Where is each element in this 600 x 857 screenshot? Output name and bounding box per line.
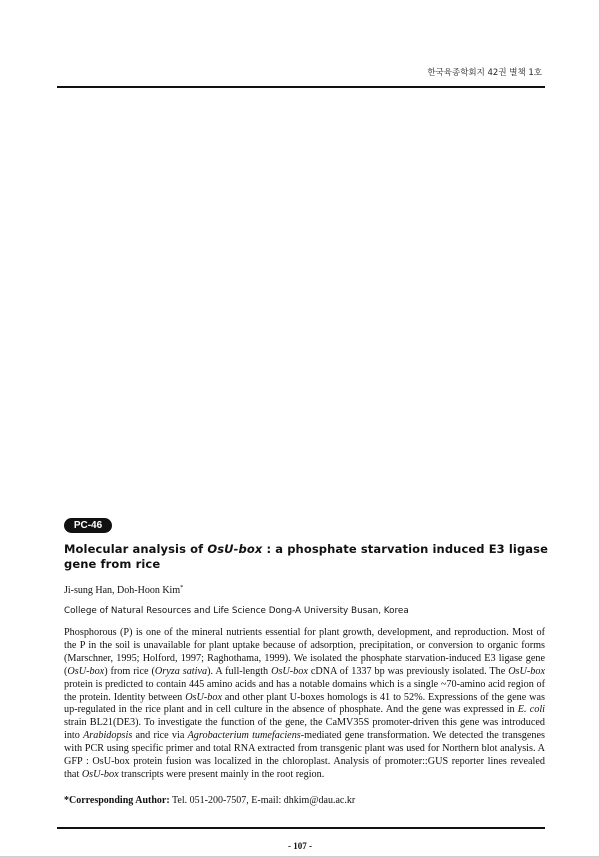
abstract-text-segment: and other plant U-boxes homologs is 41 to 52%. Expressions of the gene was up-regulated in the rice plant and in cell culture in the absence of phosphate. And the gene was expressed in	[64, 691, 545, 716]
corresponding-author-contact: Tel. 051-200-7507, E-mail: dhkim@dau.ac.kr	[169, 795, 356, 806]
abstract-text-segment: -mediated gene transformation. We detected the transgenes with PCR using specific primer and total RNA extracted from transgenic plant was used for Northern blot analysis. A GFP : OsU-box protein fusion was localized in the chloroplast. Analysis of promoter::GUS reporter lines revealed that	[64, 730, 545, 780]
abstract-italic-term: OsU-box	[508, 665, 545, 677]
abstract-text-segment: ). A full-length	[207, 665, 272, 677]
author-list	[64, 584, 183, 596]
abstract-text-segment: cDNA of 1337 bp was previously isolated. The	[307, 665, 509, 677]
header-rule	[57, 86, 545, 88]
abstract-italic-term: Agrobacterium tumefaciens	[187, 730, 301, 742]
abstract-italic-term: E. coli	[517, 704, 546, 716]
paper-code-badge: PC-46	[64, 518, 112, 533]
author-names: Ji-sung Han, Doh-Hoon Kim	[64, 585, 181, 596]
abstract-italic-term: Oryza sativa	[154, 665, 208, 677]
abstract-italic-term: Arabidopsis	[83, 730, 133, 742]
title-part-2: : a phosphate starvation induced E3 ligase gene from rice	[64, 542, 549, 571]
abstract-italic-term: OsU-box	[185, 691, 222, 703]
page-number: - 107 -	[288, 841, 312, 851]
abstract-italic-term: OsU-box	[271, 665, 308, 677]
corresponding-author-info	[64, 795, 355, 806]
title-part-1: Molecular analysis of	[64, 542, 208, 556]
corresponding-author-mark: *	[180, 584, 184, 591]
running-head-journal: 한국육종학회지 42권 별책 1호	[427, 68, 542, 78]
author-affiliation: College of Natural Resources and Life Science Dong-A University Busan, Korea	[64, 606, 409, 616]
abstract-body	[64, 627, 545, 782]
abstract-text-segment: ) from rice (	[104, 665, 155, 677]
abstract-text-segment: strain BL21(DE3). To investigate the function of the gene, the CaMV35S promoter-driven this gene was introduced into	[64, 717, 545, 742]
abstract-italic-term: OsU-box	[81, 768, 119, 780]
abstract-text-segment: and rice via	[132, 730, 188, 742]
abstract-italic-term: OsU-box	[67, 665, 105, 677]
footer-rule	[57, 827, 545, 829]
corresponding-author-label: *Corresponding Author:	[64, 795, 170, 806]
abstract-text-segment: protein is predicted to contain 445 amino acids and has a notable domains which is a single ~70-amino acid region of the protein. Identity between	[64, 678, 545, 703]
abstract-text-segment: transcripts were present mainly in the root region.	[118, 768, 325, 780]
abstract-text-segment: Phosphorous (P) is one of the mineral nutrients essential for plant growth, development, and reproduction. Most of the P in the soil is unavailable for plant uptake because of adsorption, precipitation, or conversion to organic forms (Marschner, 1995; Holford, 1997; Raghothama, 1999). We isolated the phosphate starvation-induced E3 ligase gene (	[64, 627, 545, 677]
paper-title	[64, 542, 550, 572]
title-gene-name: OsU-box	[207, 542, 263, 556]
